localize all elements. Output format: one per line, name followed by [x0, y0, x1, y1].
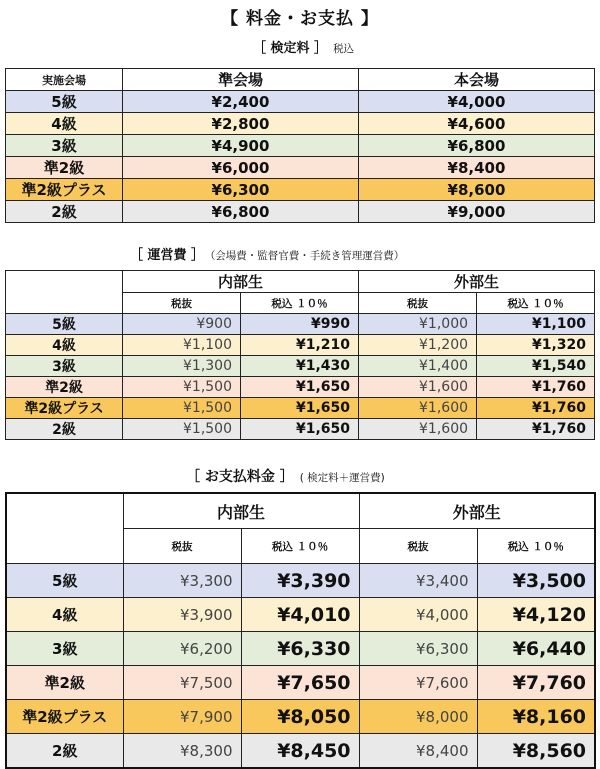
corner-cell	[6, 271, 123, 314]
internal-tax-excluded-cell: ¥7,900	[123, 700, 241, 734]
internal-tax-excluded-cell: ¥1,500	[123, 419, 241, 440]
grade-cell: 2級	[6, 201, 123, 223]
internal-header: 内部生	[123, 493, 359, 529]
table-row	[6, 179, 595, 201]
external-tax-included-cell: ¥1,760	[477, 398, 595, 419]
sub-venue-fee-cell: ¥4,900	[123, 135, 359, 157]
external-header: 外部生	[359, 493, 595, 529]
grade-cell: 5級	[6, 314, 123, 335]
grade-cell: 3級	[6, 135, 123, 157]
internal-tax-included-cell: ¥6,330	[241, 632, 359, 666]
grade-cell: 3級	[6, 632, 123, 666]
grade-cell: 準2級	[6, 377, 123, 398]
external-tax-included-cell: ¥1,320	[477, 335, 595, 356]
table-row	[6, 632, 595, 666]
table-header-row	[6, 493, 595, 529]
tax-included-header: 税込 １０％	[241, 529, 359, 564]
table-row	[6, 314, 595, 335]
external-tax-excluded-cell: ¥1,600	[359, 377, 477, 398]
internal-tax-included-cell: ¥7,650	[241, 666, 359, 700]
grade-cell: 5級	[6, 91, 123, 113]
tax-excluded-header: 税抜	[359, 293, 477, 314]
table-row	[6, 201, 595, 223]
tax-included-header: 税込 １０％	[477, 293, 595, 314]
tax-excluded-header: 税抜	[123, 529, 241, 564]
main-venue-fee-cell: ¥8,600	[359, 179, 595, 201]
grade-cell: 4級	[6, 598, 123, 632]
operating-fee-title: ［ 運営費 ］	[130, 248, 205, 263]
table-header-row	[6, 69, 595, 91]
external-tax-excluded-cell: ¥1,200	[359, 335, 477, 356]
sub-venue-fee-cell: ¥6,300	[123, 179, 359, 201]
internal-tax-included-cell: ¥4,010	[241, 598, 359, 632]
table-row	[6, 598, 595, 632]
external-tax-included-cell: ¥8,160	[477, 700, 595, 734]
external-tax-included-cell: ¥7,760	[477, 666, 595, 700]
internal-header: 内部生	[123, 271, 359, 293]
table-row	[6, 135, 595, 157]
external-header: 外部生	[359, 271, 595, 293]
venue-header: 実施会場	[6, 69, 123, 91]
grade-cell: 2級	[6, 419, 123, 440]
exam-fee-title: ［ 検定料 ］	[253, 41, 328, 56]
sub-venue-fee-cell: ¥2,800	[123, 113, 359, 135]
external-tax-included-cell: ¥3,500	[477, 564, 595, 598]
table-row	[6, 157, 595, 179]
external-tax-included-cell: ¥6,440	[477, 632, 595, 666]
table-row	[6, 564, 595, 598]
internal-tax-included-cell: ¥1,650	[241, 398, 359, 419]
tax-excluded-header: 税抜	[359, 529, 477, 564]
internal-tax-excluded-cell: ¥8,300	[123, 734, 241, 769]
sub-venue-fee-cell: ¥6,800	[123, 201, 359, 223]
grade-cell: 準2級プラス	[6, 398, 123, 419]
internal-tax-excluded-cell: ¥3,300	[123, 564, 241, 598]
operating-fee-note: （会場費・監督官費・手続き管理運営費）	[210, 250, 405, 262]
main-venue-fee-cell: ¥9,000	[359, 201, 595, 223]
main-venue-fee-cell: ¥4,000	[359, 91, 595, 113]
external-tax-excluded-cell: ¥6,300	[359, 632, 477, 666]
internal-tax-excluded-cell: ¥1,500	[123, 377, 241, 398]
internal-tax-excluded-cell: ¥7,500	[123, 666, 241, 700]
exam-fee-caption	[253, 37, 354, 56]
external-tax-excluded-cell: ¥1,600	[359, 419, 477, 440]
payment-caption	[186, 466, 385, 486]
sub-venue-fee-cell: ¥6,000	[123, 157, 359, 179]
table-row	[6, 398, 595, 419]
internal-tax-included-cell: ¥1,650	[241, 419, 359, 440]
table-header-row	[6, 271, 595, 293]
external-tax-excluded-cell: ¥8,000	[359, 700, 477, 734]
internal-tax-included-cell: ¥3,390	[241, 564, 359, 598]
table-row	[6, 335, 595, 356]
grade-cell: 準2級	[6, 666, 123, 700]
external-tax-included-cell: ¥1,100	[477, 314, 595, 335]
internal-tax-included-cell: ¥8,050	[241, 700, 359, 734]
external-tax-excluded-cell: ¥3,400	[359, 564, 477, 598]
external-tax-excluded-cell: ¥8,400	[359, 734, 477, 769]
table-row	[6, 419, 595, 440]
grade-cell: 2級	[6, 734, 123, 769]
internal-tax-included-cell: ¥990	[241, 314, 359, 335]
main-venue-header: 本会場	[359, 69, 595, 91]
table-row	[6, 91, 595, 113]
internal-tax-excluded-cell: ¥1,100	[123, 335, 241, 356]
operating-fee-table	[5, 270, 595, 440]
main-venue-fee-cell: ¥8,400	[359, 157, 595, 179]
table-row	[6, 377, 595, 398]
external-tax-excluded-cell: ¥1,000	[359, 314, 477, 335]
sub-venue-header: 準会場	[123, 69, 359, 91]
internal-tax-included-cell: ¥1,650	[241, 377, 359, 398]
grade-cell: 4級	[6, 335, 123, 356]
sub-venue-fee-cell: ¥2,400	[123, 91, 359, 113]
main-venue-fee-cell: ¥6,800	[359, 135, 595, 157]
operating-fee-caption	[130, 244, 404, 263]
external-tax-included-cell: ¥1,540	[477, 356, 595, 377]
exam-fee-table	[5, 68, 595, 223]
external-tax-included-cell: ¥1,760	[477, 377, 595, 398]
internal-tax-excluded-cell: ¥3,900	[123, 598, 241, 632]
internal-tax-included-cell: ¥1,210	[241, 335, 359, 356]
external-tax-excluded-cell: ¥7,600	[359, 666, 477, 700]
payment-title: ［ お支払料金 ］	[186, 469, 294, 485]
external-tax-included-cell: ¥8,560	[477, 734, 595, 769]
page-title: 【 料金・お支払 】	[221, 9, 379, 29]
internal-tax-included-cell: ¥1,430	[241, 356, 359, 377]
table-row	[6, 734, 595, 769]
grade-cell: 準2級プラス	[6, 700, 123, 734]
tax-included-header: 税込 １０％	[241, 293, 359, 314]
exam-fee-note: 税込	[333, 43, 355, 55]
internal-tax-excluded-cell: ¥900	[123, 314, 241, 335]
grade-cell: 5級	[6, 564, 123, 598]
grade-cell: 準2級	[6, 157, 123, 179]
external-tax-excluded-cell: ¥1,400	[359, 356, 477, 377]
internal-tax-excluded-cell: ¥1,500	[123, 398, 241, 419]
internal-tax-excluded-cell: ¥1,300	[123, 356, 241, 377]
table-row	[6, 666, 595, 700]
grade-cell: 3級	[6, 356, 123, 377]
table-row	[6, 700, 595, 734]
table-row	[6, 113, 595, 135]
grade-cell: 準2級プラス	[6, 179, 123, 201]
main-venue-fee-cell: ¥4,600	[359, 113, 595, 135]
external-tax-included-cell: ¥4,120	[477, 598, 595, 632]
corner-cell	[6, 493, 123, 564]
internal-tax-included-cell: ¥8,450	[241, 734, 359, 769]
tax-included-header: 税込 １０％	[477, 529, 595, 564]
external-tax-excluded-cell: ¥1,600	[359, 398, 477, 419]
external-tax-included-cell: ¥1,760	[477, 419, 595, 440]
internal-tax-excluded-cell: ¥6,200	[123, 632, 241, 666]
payment-note: ( 検定料＋運営費)	[299, 472, 385, 484]
external-tax-excluded-cell: ¥4,000	[359, 598, 477, 632]
grade-cell: 4級	[6, 113, 123, 135]
tax-excluded-header: 税抜	[123, 293, 241, 314]
table-row	[6, 356, 595, 377]
payment-table	[5, 492, 596, 769]
